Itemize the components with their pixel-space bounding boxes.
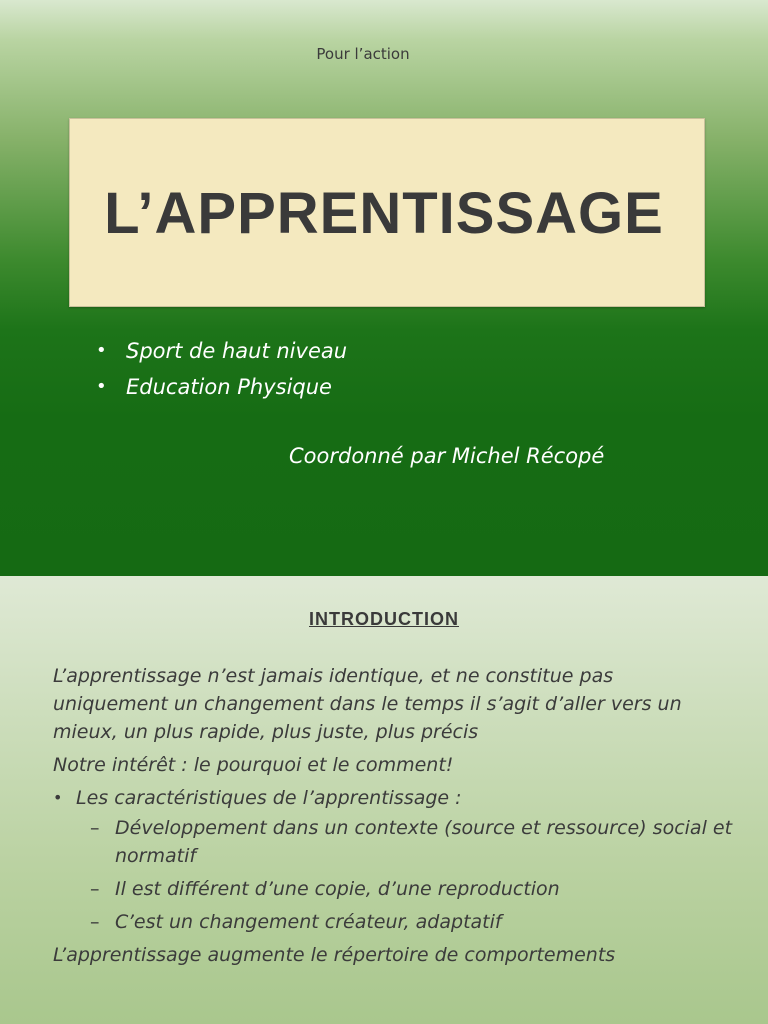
characteristic-text: Développement dans un contexte (source et ressource) social et normatif (115, 817, 733, 867)
characteristics-sub-list (53, 814, 733, 936)
body-paragraph: L’apprentissage augmente le répertoire de comportements (53, 944, 616, 966)
introduction-slide (0, 576, 768, 1024)
bullet-glyph: • (96, 340, 107, 361)
subtitle-bullet-text: Sport de haut niveau (126, 339, 348, 363)
subtitle-bullet-text: Education Physique (126, 375, 332, 399)
characteristic-item (53, 814, 733, 870)
body-paragraph: L’apprentissage n’est jamais identique, et ne constitue pas uniquement un changement dans le temps il s’agit d’aller vers un mieux, un plus rapide, plus juste, plus précis (53, 665, 682, 743)
characteristic-text: Il est différent d’une copie, d’une reproduction (115, 878, 560, 900)
slide-title: L’APPRENTISSAGE (104, 181, 664, 246)
bullet-glyph: • (53, 788, 63, 807)
slide-kicker: Pour l’action (316, 45, 410, 63)
dash-glyph: – (90, 911, 100, 933)
subtitle-bullet (96, 369, 347, 405)
characteristic-item (53, 908, 733, 936)
characteristic-text: C’est un changement créateur, adaptatif (115, 911, 502, 933)
dash-glyph: – (90, 878, 100, 900)
subtitle-bullet (96, 333, 347, 369)
bullet-glyph: • (96, 376, 107, 397)
body-paragraph: Notre intérêt : le pourquoi et le comment! (53, 754, 454, 776)
characteristics-bullet (53, 784, 733, 812)
subtitle-bullet-list (96, 333, 347, 405)
characteristic-item (53, 875, 733, 903)
dash-glyph: – (90, 817, 100, 839)
author-credit: Coordonné par Michel Récopé (289, 444, 605, 468)
introduction-body (53, 662, 733, 969)
introduction-heading: INTRODUCTION (309, 609, 459, 629)
characteristics-bullet-text: Les caractéristiques de l’apprentissage : (76, 787, 462, 809)
